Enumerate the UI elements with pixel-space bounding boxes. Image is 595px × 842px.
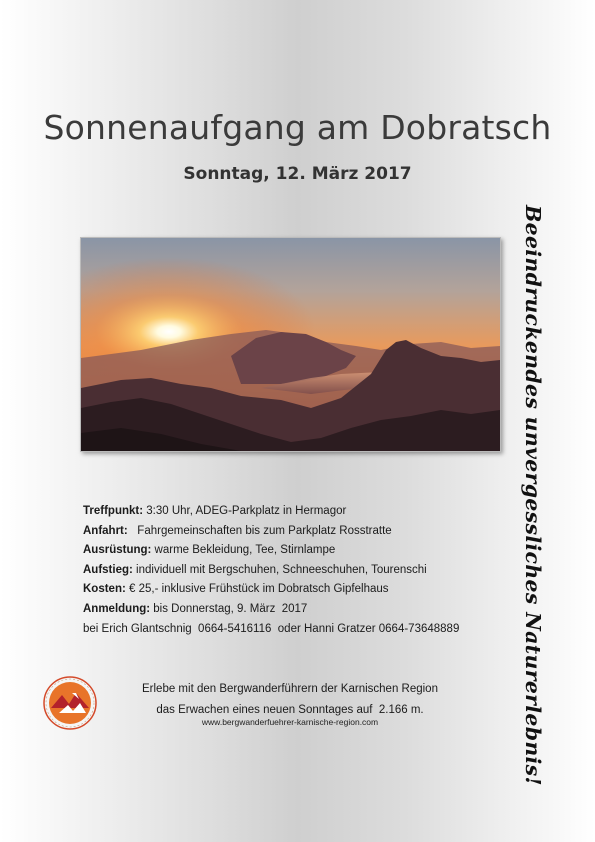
detail-value: bis Donnerstag, 9. März 2017 [150,602,308,615]
event-details [83,502,459,639]
detail-treffpunkt [83,502,459,522]
detail-value: individuell mit Bergschuhen, Schneeschuhen, Tourenschi [132,563,427,576]
detail-value: bei Erich Glantschnig 0664-5416116 oder Hanni Gratzer 0664-73648889 [83,622,460,635]
tagline-vertical: Beeindruckendes unvergessliches Naturerlebnis! [521,205,545,786]
detail-label: Kosten: [83,583,126,596]
detail-anmeldung [83,600,459,620]
detail-label: Ausrüstung: [83,544,152,557]
detail-ausruestung [83,541,459,561]
detail-kosten [83,580,459,600]
detail-anfahrt [83,522,459,542]
detail-aufstieg [83,561,459,581]
detail-value: warme Bekleidung, Tee, Stirnlampe [151,544,336,557]
detail-value: 3:30 Uhr, ADEG-Parkplatz in Hermagor [143,505,347,517]
detail-value: € 25,- inklusive Frühstück im Dobratsch Gipfelhaus [125,583,389,596]
detail-contacts [83,620,459,640]
sunrise-photo [80,237,501,452]
website-link[interactable]: www.bergwanderfuehrer-karnische-region.com [201,717,379,727]
detail-label: Aufstieg: [83,563,133,576]
detail-label: Anmeldung: [83,602,151,615]
detail-label: Treffpunkt: [83,505,144,517]
event-date: Sonntag, 12. März 2017 [183,164,412,184]
footer-line-2: das Erwachen eines neuen Sonntages auf 2.166 m. [156,704,424,716]
footer-line-1: Erlebe mit den Bergwanderführern der Karnischen Region [142,683,438,695]
detail-value: Fahrgemeinschaften bis zum Parkplatz Rosstratte [127,524,392,537]
detail-label: Anfahrt: [83,524,128,537]
footer-text [70,679,510,721]
page-title: Sonnenaufgang am Dobratsch [43,108,552,147]
